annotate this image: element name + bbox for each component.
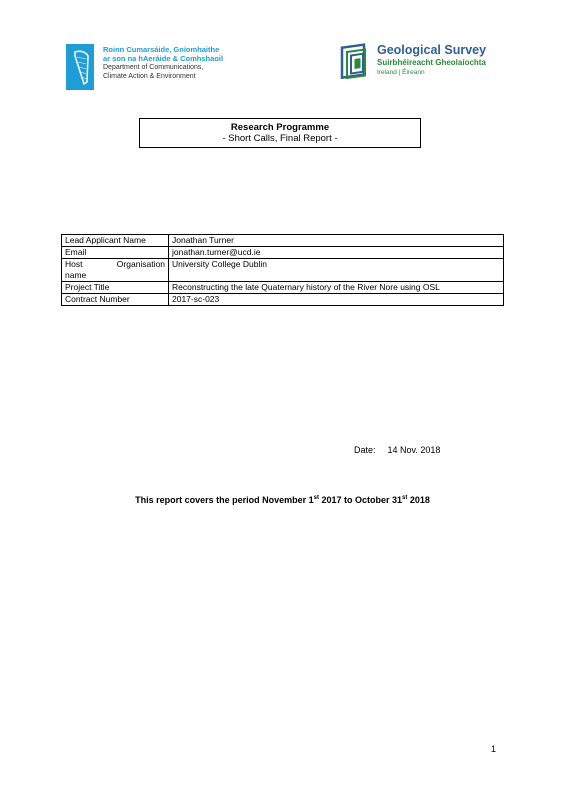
dept-irish-line-2: ar son na hAeráide & Comhshaoil xyxy=(103,54,224,63)
gsi-logo-mark xyxy=(340,42,372,82)
email-label: Email xyxy=(62,247,169,259)
dept-english-line-1: Department of Communications, xyxy=(103,64,204,71)
lead-applicant-value: Jonathan Turner xyxy=(169,235,504,247)
dept-irish-line-1: Roinn Cumarsáide, Gníomhaithe xyxy=(103,45,220,54)
dept-name-irish xyxy=(103,45,233,63)
report-period-statement xyxy=(0,495,565,505)
table-row-project-title xyxy=(62,282,504,294)
period-middle: 2017 to October 31 xyxy=(318,495,403,505)
date-label: Date: xyxy=(354,445,376,455)
dept-harp-logo xyxy=(66,44,94,90)
host-label-word-2: Organisation xyxy=(116,259,165,269)
report-date xyxy=(354,445,440,455)
table-row-contract-number xyxy=(62,294,504,306)
table-row-email xyxy=(62,247,504,259)
contract-number-value: 2017-sc-023 xyxy=(169,294,504,306)
period-sup-1: st xyxy=(313,495,319,501)
harp-icon xyxy=(66,44,94,90)
applicant-info-table xyxy=(61,234,504,306)
page-number: 1 xyxy=(491,744,497,754)
email-value: jonathan.turner@ucd.ie xyxy=(169,247,504,259)
report-subtitle: - Short Calls, Final Report - xyxy=(222,133,338,144)
report-title: Research Programme xyxy=(230,122,330,133)
project-title-value: Reconstructing the late Quaternary history of the River Nore using OSL xyxy=(169,282,504,294)
project-title-label: Project Title xyxy=(62,282,169,294)
host-organisation-label xyxy=(62,259,169,282)
host-label-word-1: Host xyxy=(65,259,83,269)
host-organisation-value: University College Dublin xyxy=(169,259,504,282)
lead-applicant-label: Lead Applicant Name xyxy=(62,235,169,247)
table-row-host-organisation xyxy=(62,259,504,282)
host-label-word-3: name xyxy=(65,270,87,280)
date-value: 14 Nov. 2018 xyxy=(387,445,441,455)
gsi-irish-name: Suirbhéireacht Gheolaíochta xyxy=(377,58,486,67)
period-prefix: This report covers the period November 1 xyxy=(135,495,314,505)
report-title-box xyxy=(139,118,421,148)
gsi-square-icon xyxy=(340,42,372,82)
gsi-title: Geological Survey xyxy=(377,43,487,57)
gsi-location: Ireland | Éireann xyxy=(377,69,425,76)
period-sup-2: st xyxy=(402,495,408,501)
period-suffix: 2018 xyxy=(407,495,430,505)
dept-english-line-2: Climate Action & Environment xyxy=(103,72,196,80)
contract-number-label: Contract Number xyxy=(62,294,169,306)
dept-name-english xyxy=(103,64,233,81)
table-row-lead-applicant xyxy=(62,235,504,247)
